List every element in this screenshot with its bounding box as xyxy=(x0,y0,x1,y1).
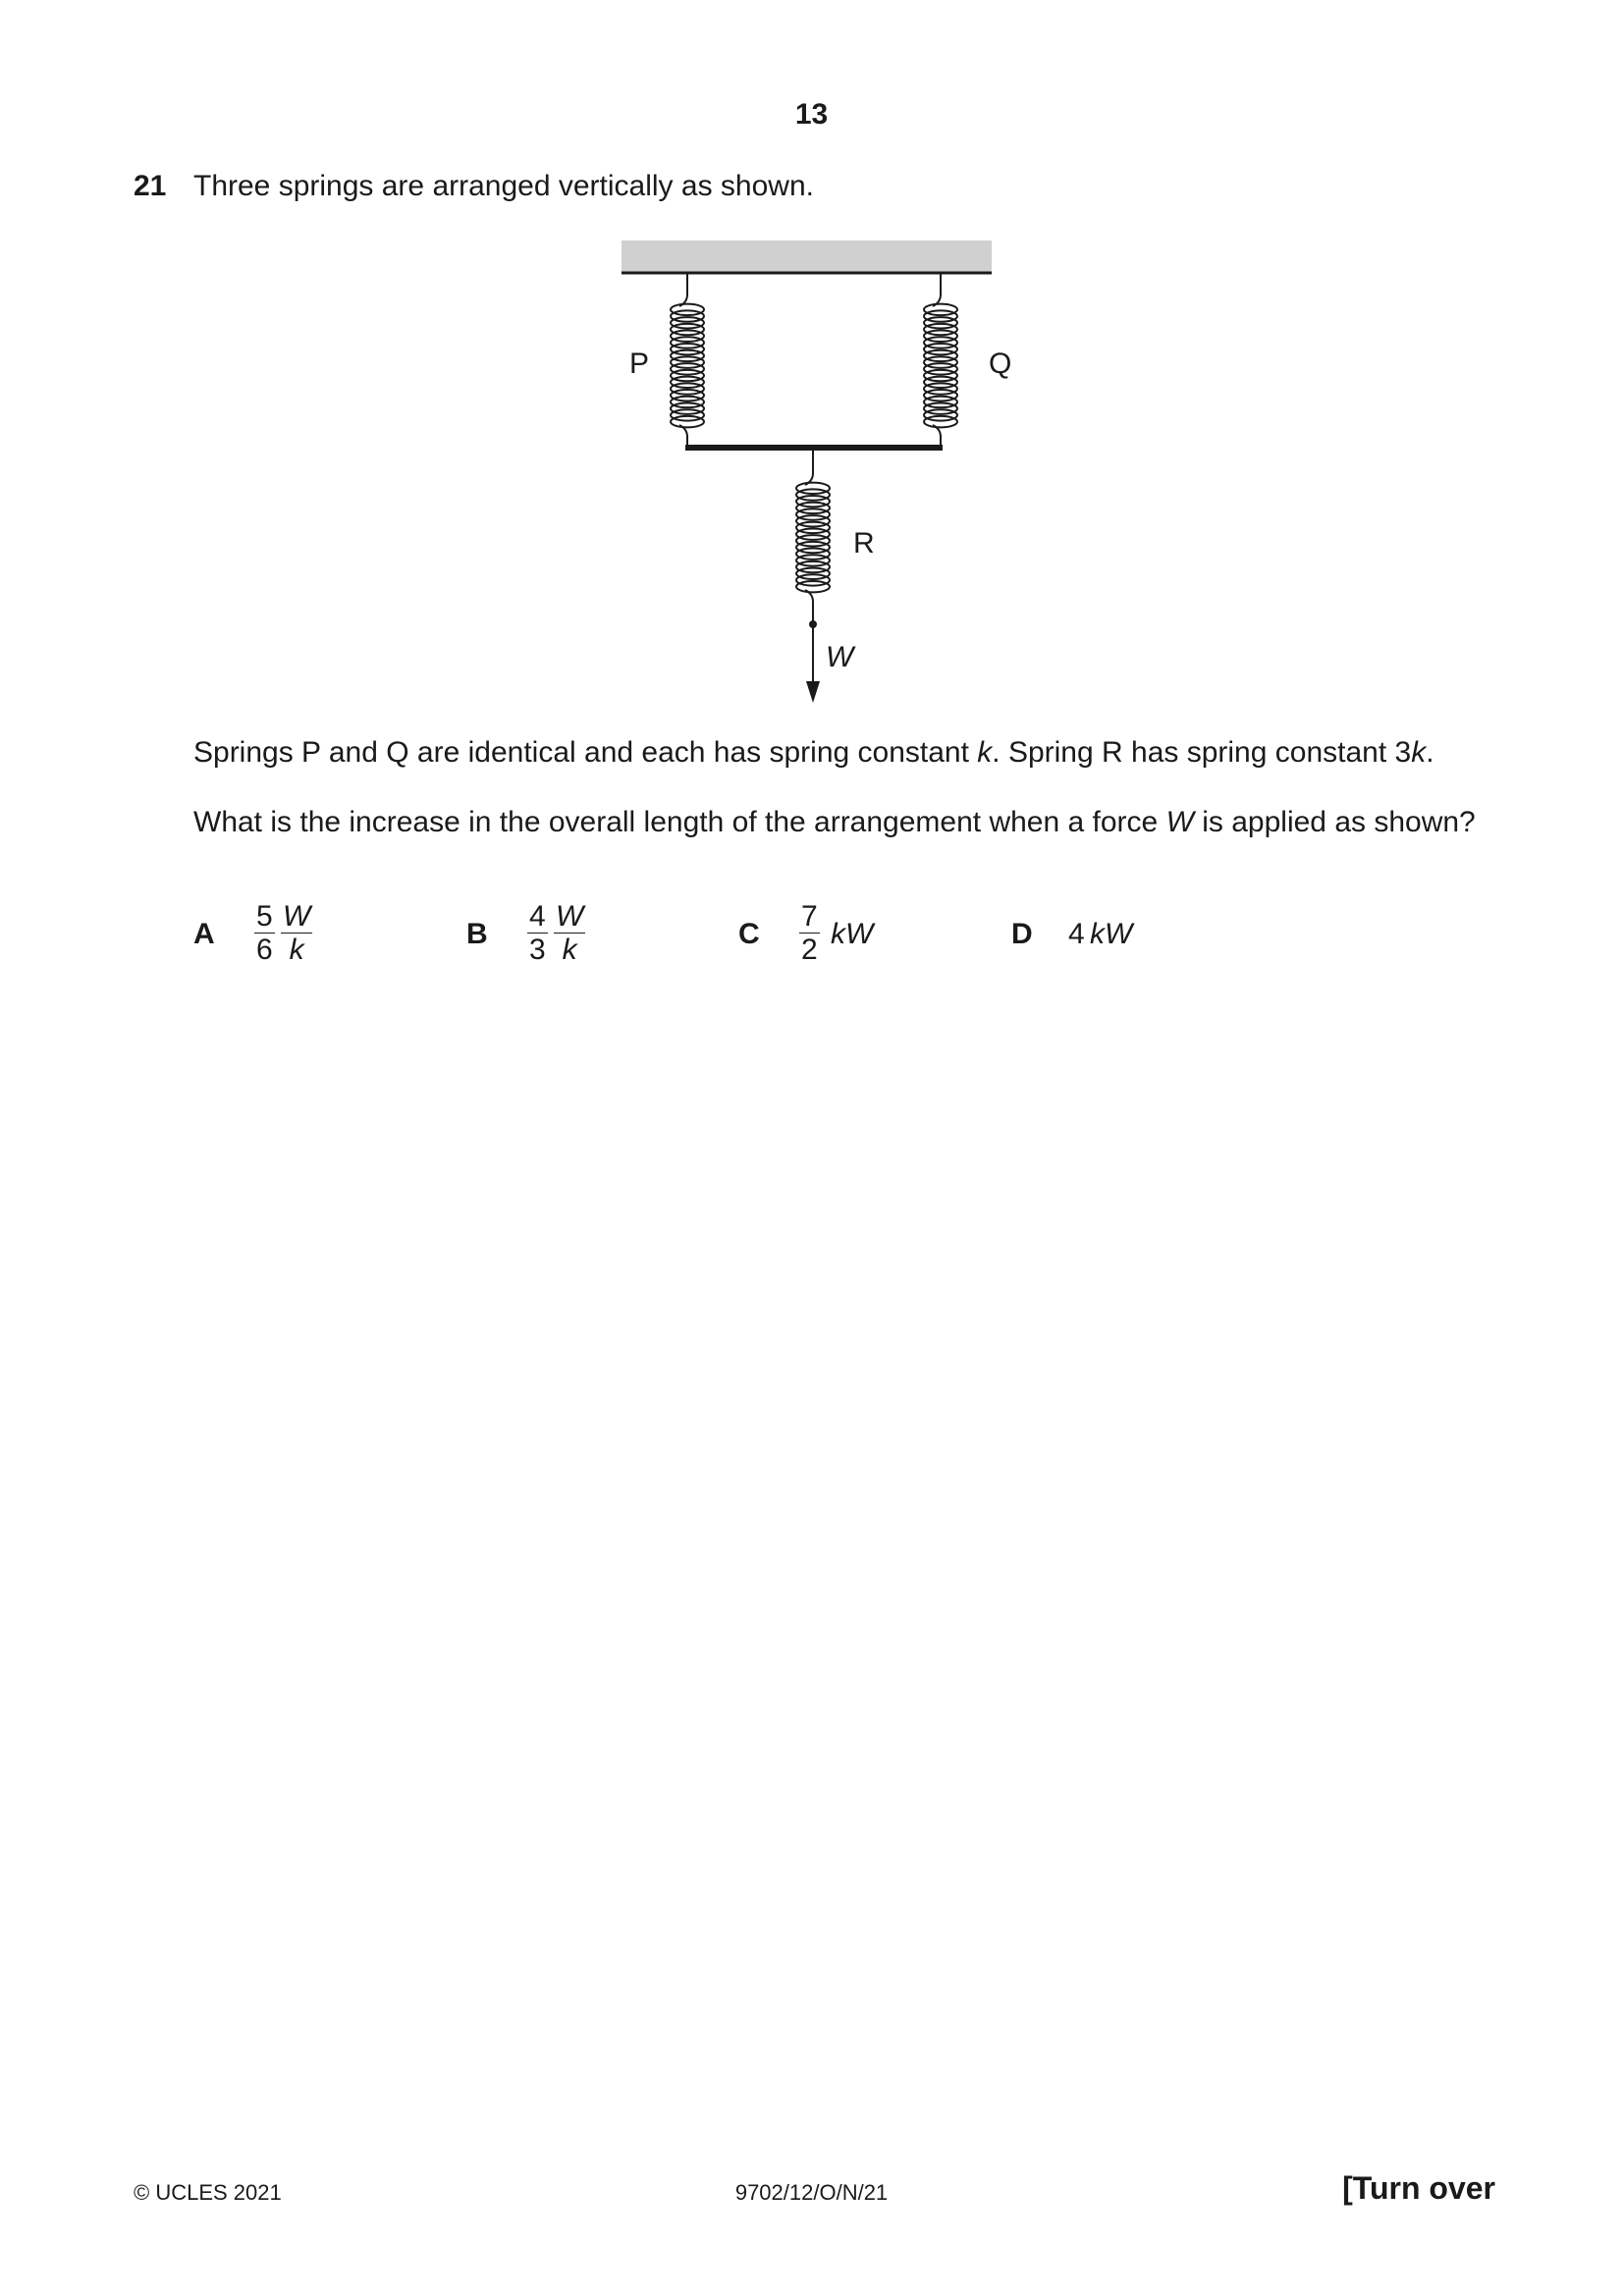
question-text: What is the increase in the overall length of the arrangement when a force W is applied as shown? xyxy=(193,806,1476,838)
spring-coil-loop xyxy=(924,317,957,328)
spring-coil-loop xyxy=(671,350,704,361)
spring-coil-loop xyxy=(796,489,830,500)
spring-coil-loop xyxy=(796,515,830,526)
spring-coil-loop xyxy=(924,390,957,400)
spring-p xyxy=(671,273,704,447)
spring-coil-loop xyxy=(671,331,704,342)
option-a-fraction-1: $\frac{5}{6}$ xyxy=(256,900,273,966)
spring-coil-loop xyxy=(671,356,704,367)
spring-coil-loop xyxy=(924,337,957,347)
spring-coil-loop xyxy=(924,370,957,381)
spring-coil-loop xyxy=(796,483,830,494)
spring-coil-loop xyxy=(796,528,830,539)
spring-coil-loop xyxy=(671,402,704,413)
spring-coil-loop xyxy=(924,324,957,335)
spring-coil-loop xyxy=(796,549,830,560)
spring-coil-loop xyxy=(924,409,957,420)
spring-coil-loop xyxy=(796,542,830,553)
spring-coil-loop xyxy=(796,522,830,533)
spring-coil-loop xyxy=(671,324,704,335)
spring-coil-loop xyxy=(671,317,704,328)
option-d-coefficient: 4 xyxy=(1068,918,1085,950)
option-b-fraction-2: $\frac{W}{k}$ xyxy=(556,900,584,966)
option-c-fraction: $\frac{7}{2}$ xyxy=(801,900,818,966)
spring-coil-loop xyxy=(671,409,704,420)
turn-over-label: [Turn over xyxy=(1342,2170,1495,2206)
spring-coil-loop xyxy=(796,568,830,579)
spring-coil-loop xyxy=(796,581,830,592)
spring-coil-loop xyxy=(671,337,704,347)
spring-coil-loop xyxy=(924,304,957,315)
spring-coil-loop xyxy=(796,496,830,507)
spring-coil-loop xyxy=(671,390,704,400)
label-q: Q xyxy=(989,347,1012,380)
footer-copyright: © UCLES 2021 xyxy=(134,2180,282,2205)
spring-coil-loop xyxy=(924,356,957,367)
spring-coil-loop xyxy=(671,344,704,354)
spring-coil-loop xyxy=(924,363,957,374)
spring-diagram xyxy=(589,234,1041,715)
label-p: P xyxy=(629,347,650,380)
spring-coil-loop xyxy=(671,370,704,381)
spring-coil-loop xyxy=(671,383,704,394)
label-r: R xyxy=(853,527,875,560)
option-d-suffix: kW xyxy=(1090,918,1133,950)
footer-paper-code: 9702/12/O/N/21 xyxy=(734,2180,889,2205)
spring-coil-loop xyxy=(796,508,830,519)
spring-coil-loop xyxy=(796,555,830,565)
option-b-label[interactable]: B xyxy=(466,918,488,950)
spring-coil-loop xyxy=(671,304,704,315)
force-arrow-head xyxy=(806,681,820,703)
spring-coil-loop xyxy=(924,397,957,407)
spring-coil-loop xyxy=(796,561,830,572)
spring-coil-loop xyxy=(924,331,957,342)
spring-coil-loop xyxy=(671,416,704,427)
spring-coil-loop xyxy=(671,397,704,407)
spring-coil-loop xyxy=(796,574,830,585)
option-c-label[interactable]: C xyxy=(738,918,760,950)
spring-coil-loop xyxy=(924,383,957,394)
spring-coil-loop xyxy=(924,377,957,388)
spring-coil-loop xyxy=(671,310,704,321)
question-number: 21 xyxy=(134,170,167,202)
spring-coil-loop xyxy=(671,363,704,374)
spring-coil-loop xyxy=(796,503,830,513)
spring-coil-loop xyxy=(796,535,830,546)
question-prompt: Three springs are arranged vertically as shown. xyxy=(193,170,814,202)
spring-q xyxy=(924,273,957,447)
spring-coil-loop xyxy=(924,416,957,427)
spring-coil-loop xyxy=(924,310,957,321)
spring-coil-loop xyxy=(924,402,957,413)
label-w: W xyxy=(826,641,854,673)
spring-coil-loop xyxy=(671,377,704,388)
spring-coil-loop xyxy=(924,344,957,354)
spring-r xyxy=(796,451,830,621)
option-d-label[interactable]: D xyxy=(1011,918,1033,950)
page-number: 13 xyxy=(794,98,829,131)
spring-coil-loop xyxy=(924,350,957,361)
ceiling-support xyxy=(622,240,992,273)
option-a-label[interactable]: A xyxy=(193,918,215,950)
option-b-fraction-1: $\frac{4}{3}$ xyxy=(529,900,546,966)
option-a-fraction-2: $\frac{W}{k}$ xyxy=(283,900,311,966)
option-c-suffix: kW xyxy=(831,918,874,950)
spring-constants-text: Springs P and Q are identical and each has spring constant k. Spring R has spring constant 3k. xyxy=(193,736,1434,769)
